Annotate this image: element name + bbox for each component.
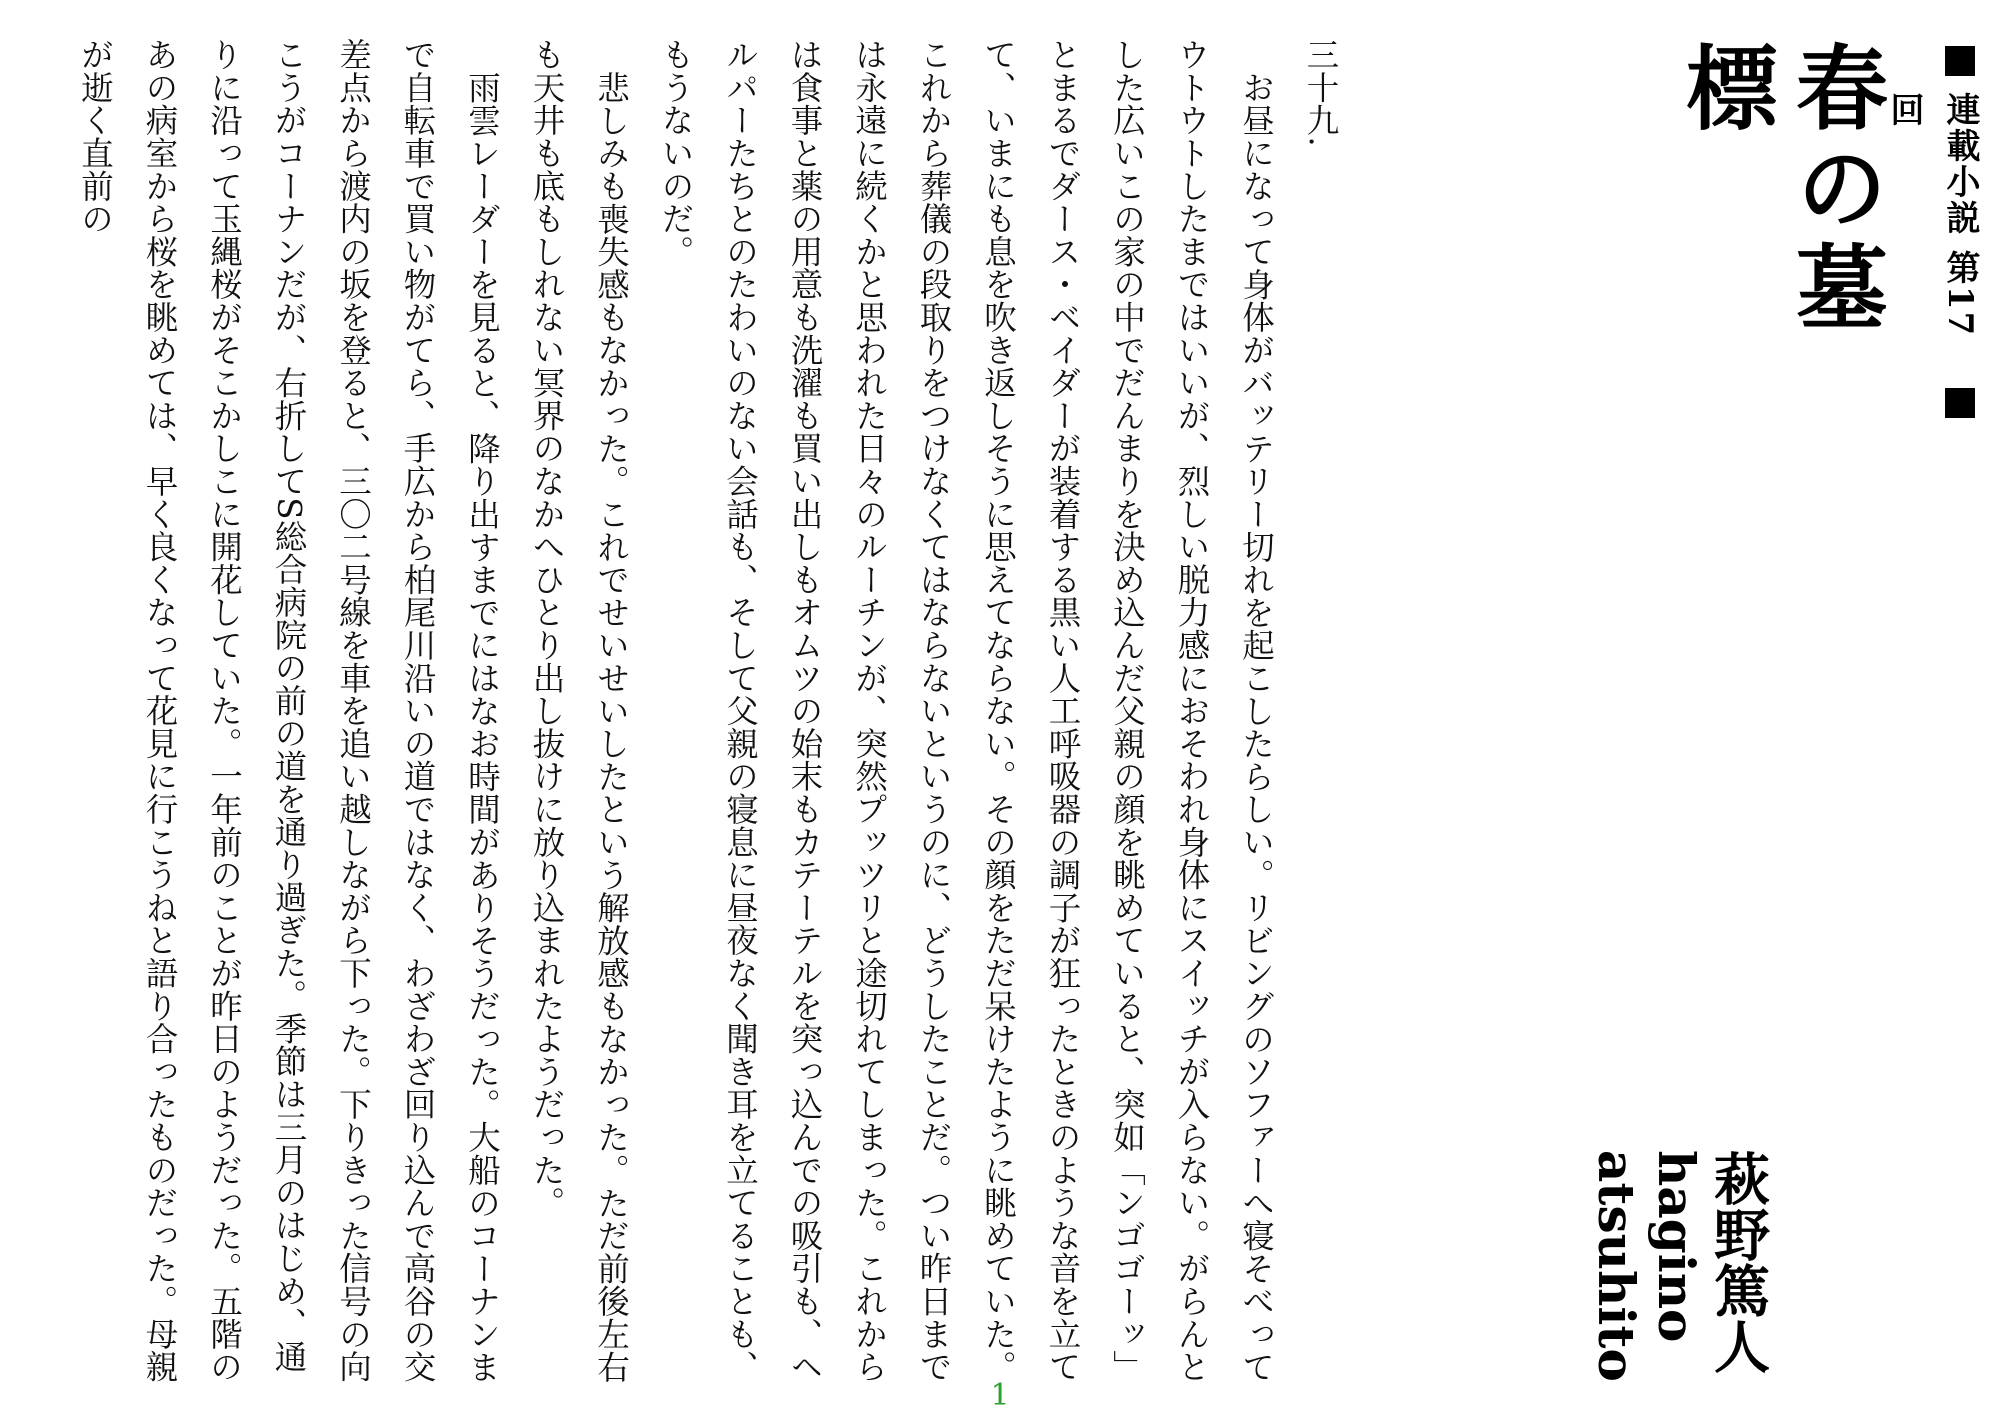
paragraph: 悲しみも喪失感もなかった。これでせいせいしたという解放感もなかった。ただ前後左右も天井も底もしれない冥界のなかへひとり出し抜けに放り込まれたようだった。 (528, 38, 631, 1383)
author-name-en: hagino atsuhito (1587, 1150, 1706, 1382)
series-text: 連載小説 第17回 (1884, 91, 1980, 338)
author-block (1587, 1150, 1771, 1400)
paragraph: 雨雲レーダーを見ると、降り出すまでにはなお時間がありそうだった。大船のコーナンまで自転車で買い物がてら、手広から柏尾川沿いの道ではなく、わざわざ回り込んで高谷の交差点から渡内の坂を登ると、三〇二号線を車を追い越しながら下った。下りきった信号の向こうがコーナンだが、右折してS総合病院の前の道を通り過ぎた。季節は三月のはじめ、通りに沿って玉縄桜がそこかしこに開花していた。一年前のことが昨日のようだった。五階のあの病室から桜を眺めては、早く良くなって花見に行こうねと語り合ったものだった。母親が逝く直前の (76, 38, 502, 1383)
page-number: 1 (990, 1378, 1010, 1413)
paragraph: お昼になって身体がバッテリー切れを起こしたらしい。リビングのソファーへ寝そべってウトウトしたまではいいが、烈しい脱力感におそわれ身体にスイッチが入らない。がらんとした広いこの家の中でだんまりを決め込んだ父親の顔を眺めていると、突如「ンゴゴーッ」とまるでダース・ベイダーが装着する黒い人工呼吸器の調子が狂ったときのような音を立てて、いまにも息を吹き返しそうに思えてならない。その顔をただ呆けたように眺めていた。これから葬儀の段取りをつけなくてはならないというのに、どうしたことだ。つい昨日までは永遠に続くかと思われた日々のルーチンが、突然プッツリと途切れてしまった。これからは食事と薬の用意も洗濯も買い出しもオムツの始末もカテーテルを突っ込んでの吸引も、ヘルパーたちとのたわいのない会話も、そして父親の寝息に昼夜なく聞き耳を立てることも、もうないのだ。 (657, 38, 1276, 1383)
story-body (18, 38, 1353, 1388)
square-bullet-icon (1945, 388, 1975, 418)
author-name-ja: 萩野篤人 (1705, 1150, 1771, 1374)
square-bullet-icon (1945, 46, 1975, 76)
series-label (1884, 42, 1988, 422)
chapter-heading: 三十九. (1302, 38, 1340, 148)
story-title: 春の墓標 (1671, 40, 1889, 340)
